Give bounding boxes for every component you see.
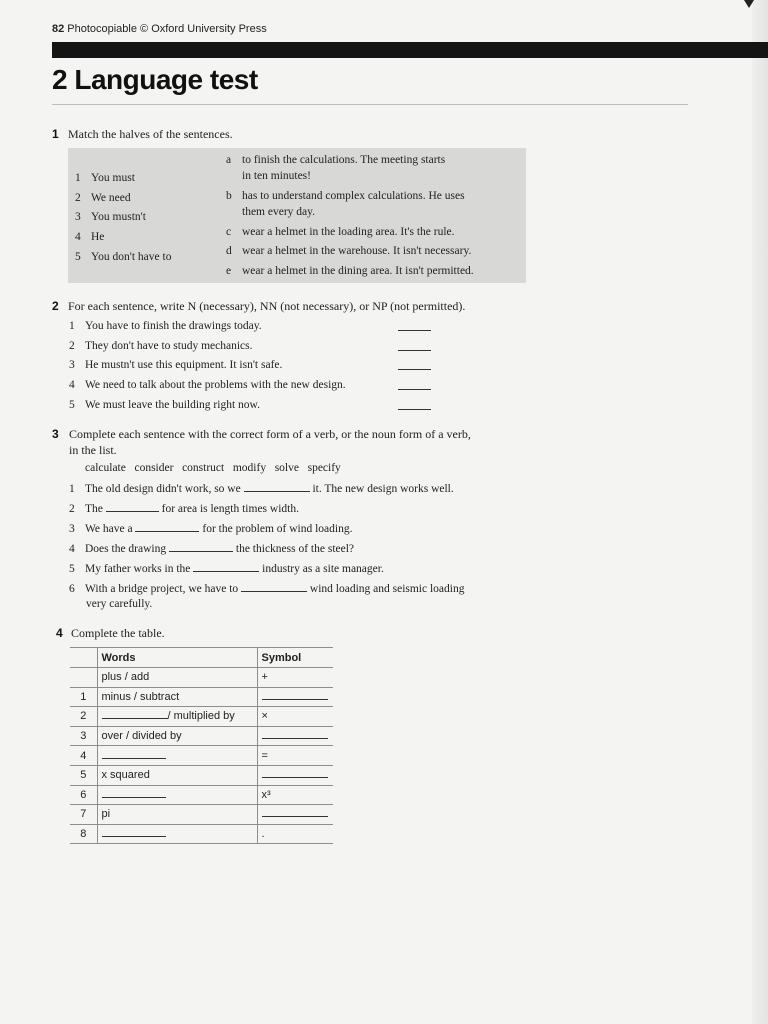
table-row: 2 / multiplied by × <box>70 707 333 727</box>
q2-answer-blank[interactable] <box>398 389 431 390</box>
q2-answer-blank[interactable] <box>398 409 431 410</box>
table-row: 6 x³ <box>70 785 333 805</box>
symbol-answer-blank[interactable] <box>262 769 328 778</box>
symbol-answer-blank[interactable] <box>262 691 328 700</box>
page-header <box>52 23 267 35</box>
q3-instruction: Complete each sentence with the correct form of a verb, or the noun form of a verb, <box>69 427 471 441</box>
q2-answer-blank[interactable] <box>398 350 431 351</box>
q2-number: 2 <box>52 299 59 313</box>
table-row: 3 over / divided by <box>70 726 333 746</box>
q1-left-item: 1 You must <box>75 172 135 184</box>
q2-item: 3 He mustn't use this equipment. It isn't safe. <box>69 359 283 371</box>
table-row: plus / add + <box>70 668 333 688</box>
q4-instruction: Complete the table. <box>71 626 165 640</box>
word-answer-blank[interactable] <box>102 828 166 837</box>
q3-answer-blank[interactable] <box>106 502 159 512</box>
q3-item: 5 My father works in the industry as a site manager. <box>69 563 384 575</box>
page-edge-shadow <box>752 0 768 1024</box>
q4-number: 4 <box>56 626 63 640</box>
q2-item: 2 They don't have to study mechanics. <box>69 340 253 352</box>
column-header-words: Words <box>97 648 257 668</box>
word-answer-blank[interactable] <box>102 750 166 759</box>
q2-instruction: For each sentence, write N (necessary), NN (not necessary), or NP (not permitted). <box>68 299 466 313</box>
word-answer-blank[interactable] <box>102 710 168 719</box>
page-number: 82 <box>52 23 65 35</box>
q3-item: 3 We have a for the problem of wind loading. <box>69 523 353 535</box>
q2-item: 5 We must leave the building right now. <box>69 399 260 411</box>
symbol-answer-blank[interactable] <box>262 808 328 817</box>
q1-right-item: d wear a helmet in the warehouse. It isn't necessary. <box>226 245 472 257</box>
table-row: 4 = <box>70 746 333 766</box>
q1-left-item: 4 He <box>75 231 105 243</box>
q1-right-item: e wear a helmet in the dining area. It isn't permitted. <box>226 265 474 277</box>
symbol-answer-blank[interactable] <box>262 730 328 739</box>
q2-answer-blank[interactable] <box>398 369 431 370</box>
q1-right-item: a to finish the calculations. The meeting starts <box>226 154 446 166</box>
q2-answer-blank[interactable] <box>398 330 431 331</box>
q3-number: 3 <box>52 427 59 441</box>
q1-right-item-cont: in ten minutes! <box>242 170 311 182</box>
q1-left-item: 5 You don't have to <box>75 251 172 263</box>
table-row: 1 minus / subtract <box>70 687 333 707</box>
column-header-symbol: Symbol <box>257 648 333 668</box>
q3-instruction-cont: in the list. <box>69 443 117 457</box>
q1-right-item-cont: them every day. <box>242 206 316 218</box>
q3-item-cont: very carefully. <box>86 598 153 610</box>
copyright-credit: Photocopiable © Oxford University Press <box>67 23 267 35</box>
q1-left-item: 2 We need <box>75 192 131 204</box>
corner-mark <box>744 0 754 8</box>
q3-answer-blank[interactable] <box>169 542 233 552</box>
q1-right-item: c wear a helmet in the loading area. It's the rule. <box>226 226 455 238</box>
table-row: 5 x squared <box>70 765 333 785</box>
table-header-row <box>70 648 333 668</box>
q1-number: 1 <box>52 127 59 141</box>
q3-item: 2 The for area is length times width. <box>69 503 299 515</box>
q2-item: 1 You have to finish the drawings today. <box>69 320 262 332</box>
q1-left-item: 3 You mustn't <box>75 211 146 223</box>
word-answer-blank[interactable] <box>102 789 166 798</box>
header-bar <box>52 42 768 58</box>
q3-word-list: calculate consider construct modify solve specify <box>85 462 341 474</box>
q3-item: 6 With a bridge project, we have to wind loading and seismic loading <box>69 583 465 595</box>
table-row: 7 pi <box>70 805 333 825</box>
page-title: 2 Language test <box>52 64 258 95</box>
q2-item: 4 We need to talk about the problems with the new design. <box>69 379 346 391</box>
q3-answer-blank[interactable] <box>135 522 199 532</box>
symbol-table <box>70 647 333 844</box>
q3-item: 4 Does the drawing the thickness of the steel? <box>69 543 355 555</box>
q3-item: 1 The old design didn't work, so we it. The new design works well. <box>69 483 454 495</box>
q3-answer-blank[interactable] <box>241 582 307 592</box>
q1-right-item: b has to understand complex calculations. He uses <box>226 190 465 202</box>
table-row: 8 . <box>70 824 333 844</box>
q3-answer-blank[interactable] <box>193 562 259 572</box>
q1-instruction: Match the halves of the sentences. <box>68 127 233 141</box>
title-divider <box>52 104 688 105</box>
q3-answer-blank[interactable] <box>244 482 310 492</box>
